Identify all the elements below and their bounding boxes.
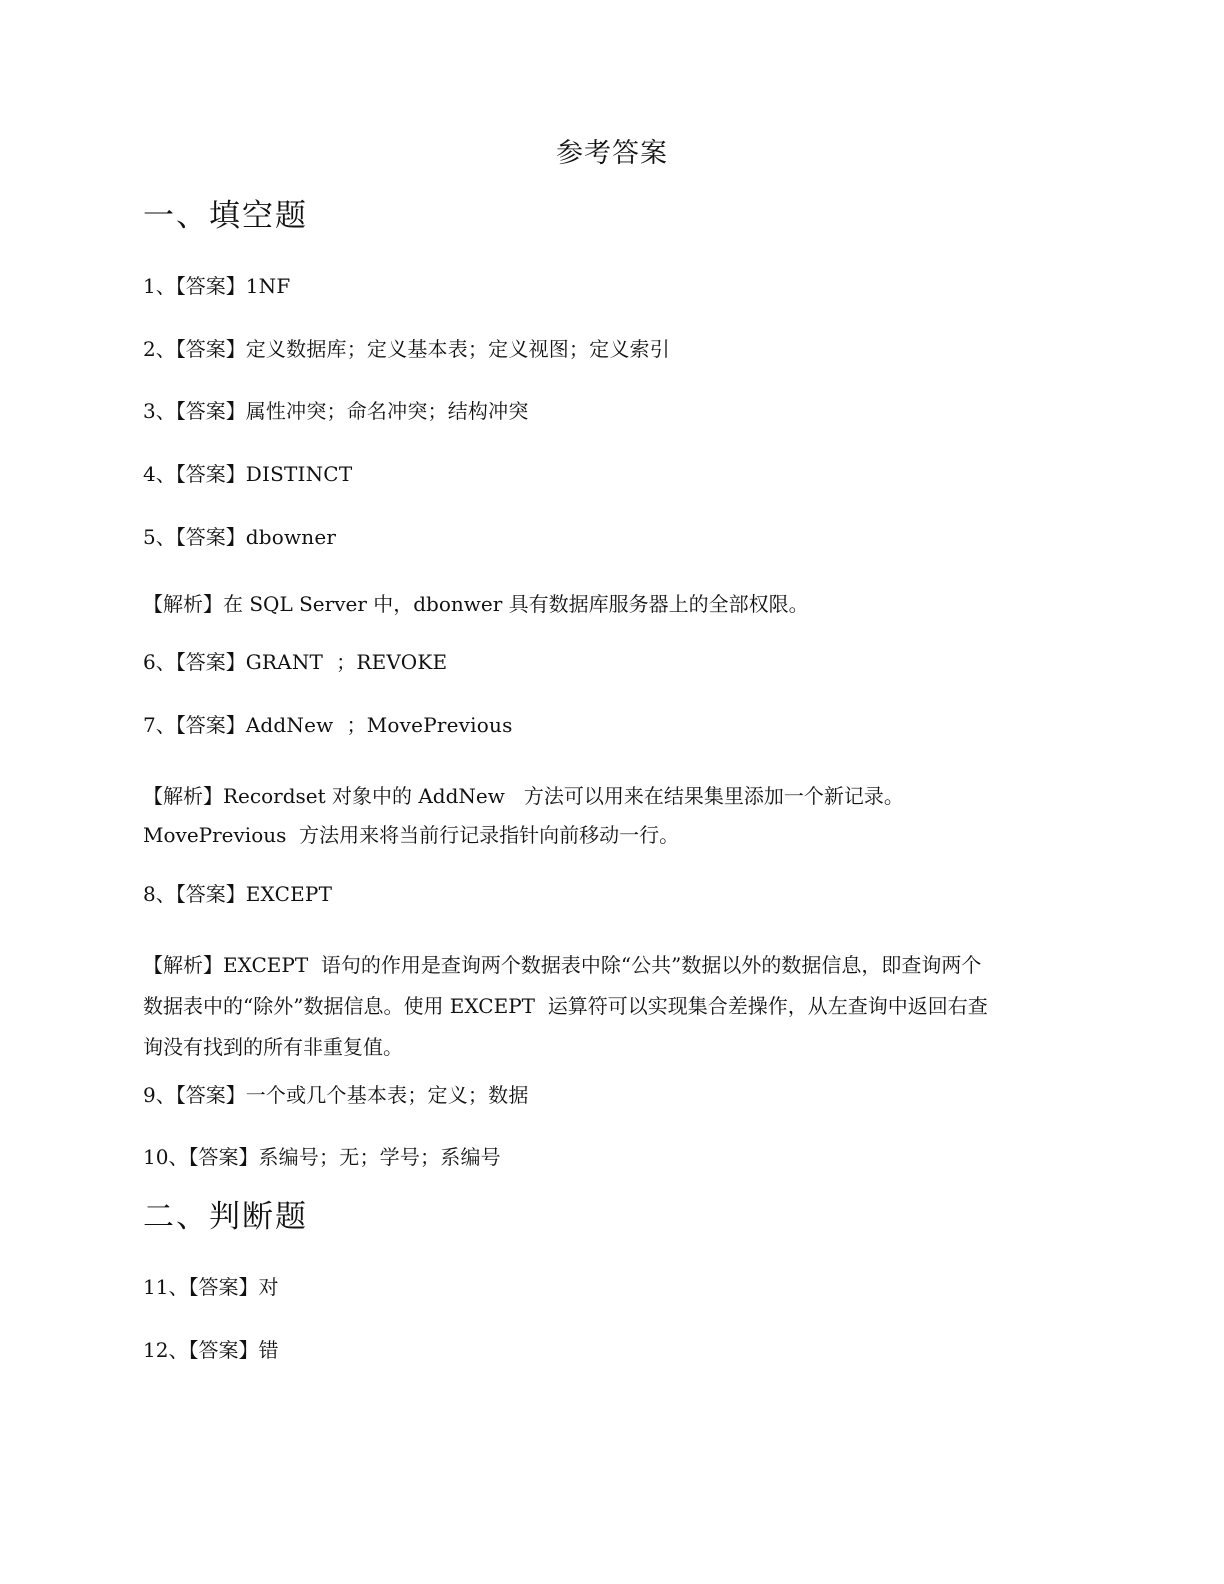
explanation-8	[143, 945, 1083, 1068]
answer-text: 一个或几个基本表；定义；数据	[245, 1083, 529, 1107]
explanation-7	[143, 777, 1083, 855]
explanation-line: 询没有找到的所有非重复值。	[143, 1035, 403, 1059]
answer-line-5	[143, 522, 336, 552]
answer-text: 错	[258, 1338, 279, 1362]
answer-number: 8、	[143, 882, 176, 906]
answer-tag: 【答案】	[175, 525, 246, 549]
section-heading-fill-in: 一、填空题	[143, 198, 308, 234]
answer-tag: 【答案】	[175, 399, 246, 423]
answer-number: 3、	[143, 399, 176, 423]
section-heading-true-false: 二、判断题	[143, 1199, 308, 1235]
answer-text: 系编号；无；学号；系编号	[258, 1145, 501, 1169]
explanation-tag: 【解析】	[143, 592, 223, 616]
answer-tag: 【答案】	[188, 1275, 259, 1299]
answer-number: 7、	[143, 713, 176, 737]
answer-number: 5、	[143, 525, 176, 549]
answer-line-4	[143, 459, 352, 489]
explanation-tag: 【解析】	[143, 784, 223, 808]
answer-line-11	[143, 1272, 279, 1302]
answer-number: 6、	[143, 650, 176, 674]
answer-tag: 【答案】	[188, 1145, 259, 1169]
answer-text: AddNew ；MovePrevious	[245, 713, 513, 737]
answer-line-8	[143, 879, 332, 909]
explanation-text: 在 SQL Server 中，dbonwer 具有数据库服务器上的全部权限。	[223, 592, 809, 616]
answer-text: DISTINCT	[245, 462, 353, 486]
answer-line-12	[143, 1335, 279, 1365]
answer-number: 1、	[143, 274, 176, 298]
answer-number: 12、	[143, 1338, 189, 1362]
answer-number: 10、	[143, 1145, 189, 1169]
answer-text: dbowner	[245, 525, 337, 549]
answer-tag: 【答案】	[188, 1338, 259, 1362]
answer-tag: 【答案】	[175, 274, 246, 298]
answer-line-6	[143, 647, 447, 677]
answer-line-9	[143, 1080, 529, 1110]
answer-line-3	[143, 396, 529, 426]
answer-text: 定义数据库；定义基本表；定义视图；定义索引	[245, 337, 670, 361]
answer-tag: 【答案】	[175, 462, 246, 486]
answer-line-2	[143, 334, 670, 364]
answer-tag: 【答案】	[175, 882, 246, 906]
answer-text: GRANT ；REVOKE	[245, 650, 448, 674]
explanation-text: EXCEPT 语句的作用是查询两个数据表中除“公共”数据以外的数据信息，即查询两个	[223, 953, 982, 977]
explanation-line: 数据表中的“除外”数据信息。使用 EXCEPT 运算符可以实现集合差操作，从左查询中返回右查	[143, 994, 988, 1018]
answer-number: 9、	[143, 1083, 176, 1107]
explanation-line: MovePrevious 方法用来将当前行记录指针向前移动一行。	[143, 823, 680, 847]
answer-text: 1NF	[245, 274, 291, 298]
answer-text: EXCEPT	[245, 882, 333, 906]
answer-tag: 【答案】	[175, 713, 246, 737]
explanation-5	[143, 589, 1083, 619]
answer-tag: 【答案】	[175, 650, 246, 674]
explanation-line	[143, 945, 1083, 986]
answer-number: 4、	[143, 462, 176, 486]
answer-tag: 【答案】	[175, 337, 246, 361]
answer-text: 属性冲突；命名冲突；结构冲突	[245, 399, 529, 423]
page-title: 参考答案	[556, 138, 668, 169]
answer-line-7	[143, 710, 513, 740]
answer-line-1	[143, 271, 290, 301]
explanation-line	[143, 777, 1083, 816]
answer-tag: 【答案】	[175, 1083, 246, 1107]
explanation-text: Recordset 对象中的 AddNew 方法可以用来在结果集里添加一个新记录。	[223, 784, 904, 808]
answer-number: 11、	[143, 1275, 189, 1299]
answer-line-10	[143, 1142, 501, 1172]
answer-text: 对	[258, 1275, 279, 1299]
explanation-line	[143, 589, 1083, 619]
explanation-tag: 【解析】	[143, 953, 223, 977]
answer-number: 2、	[143, 337, 176, 361]
